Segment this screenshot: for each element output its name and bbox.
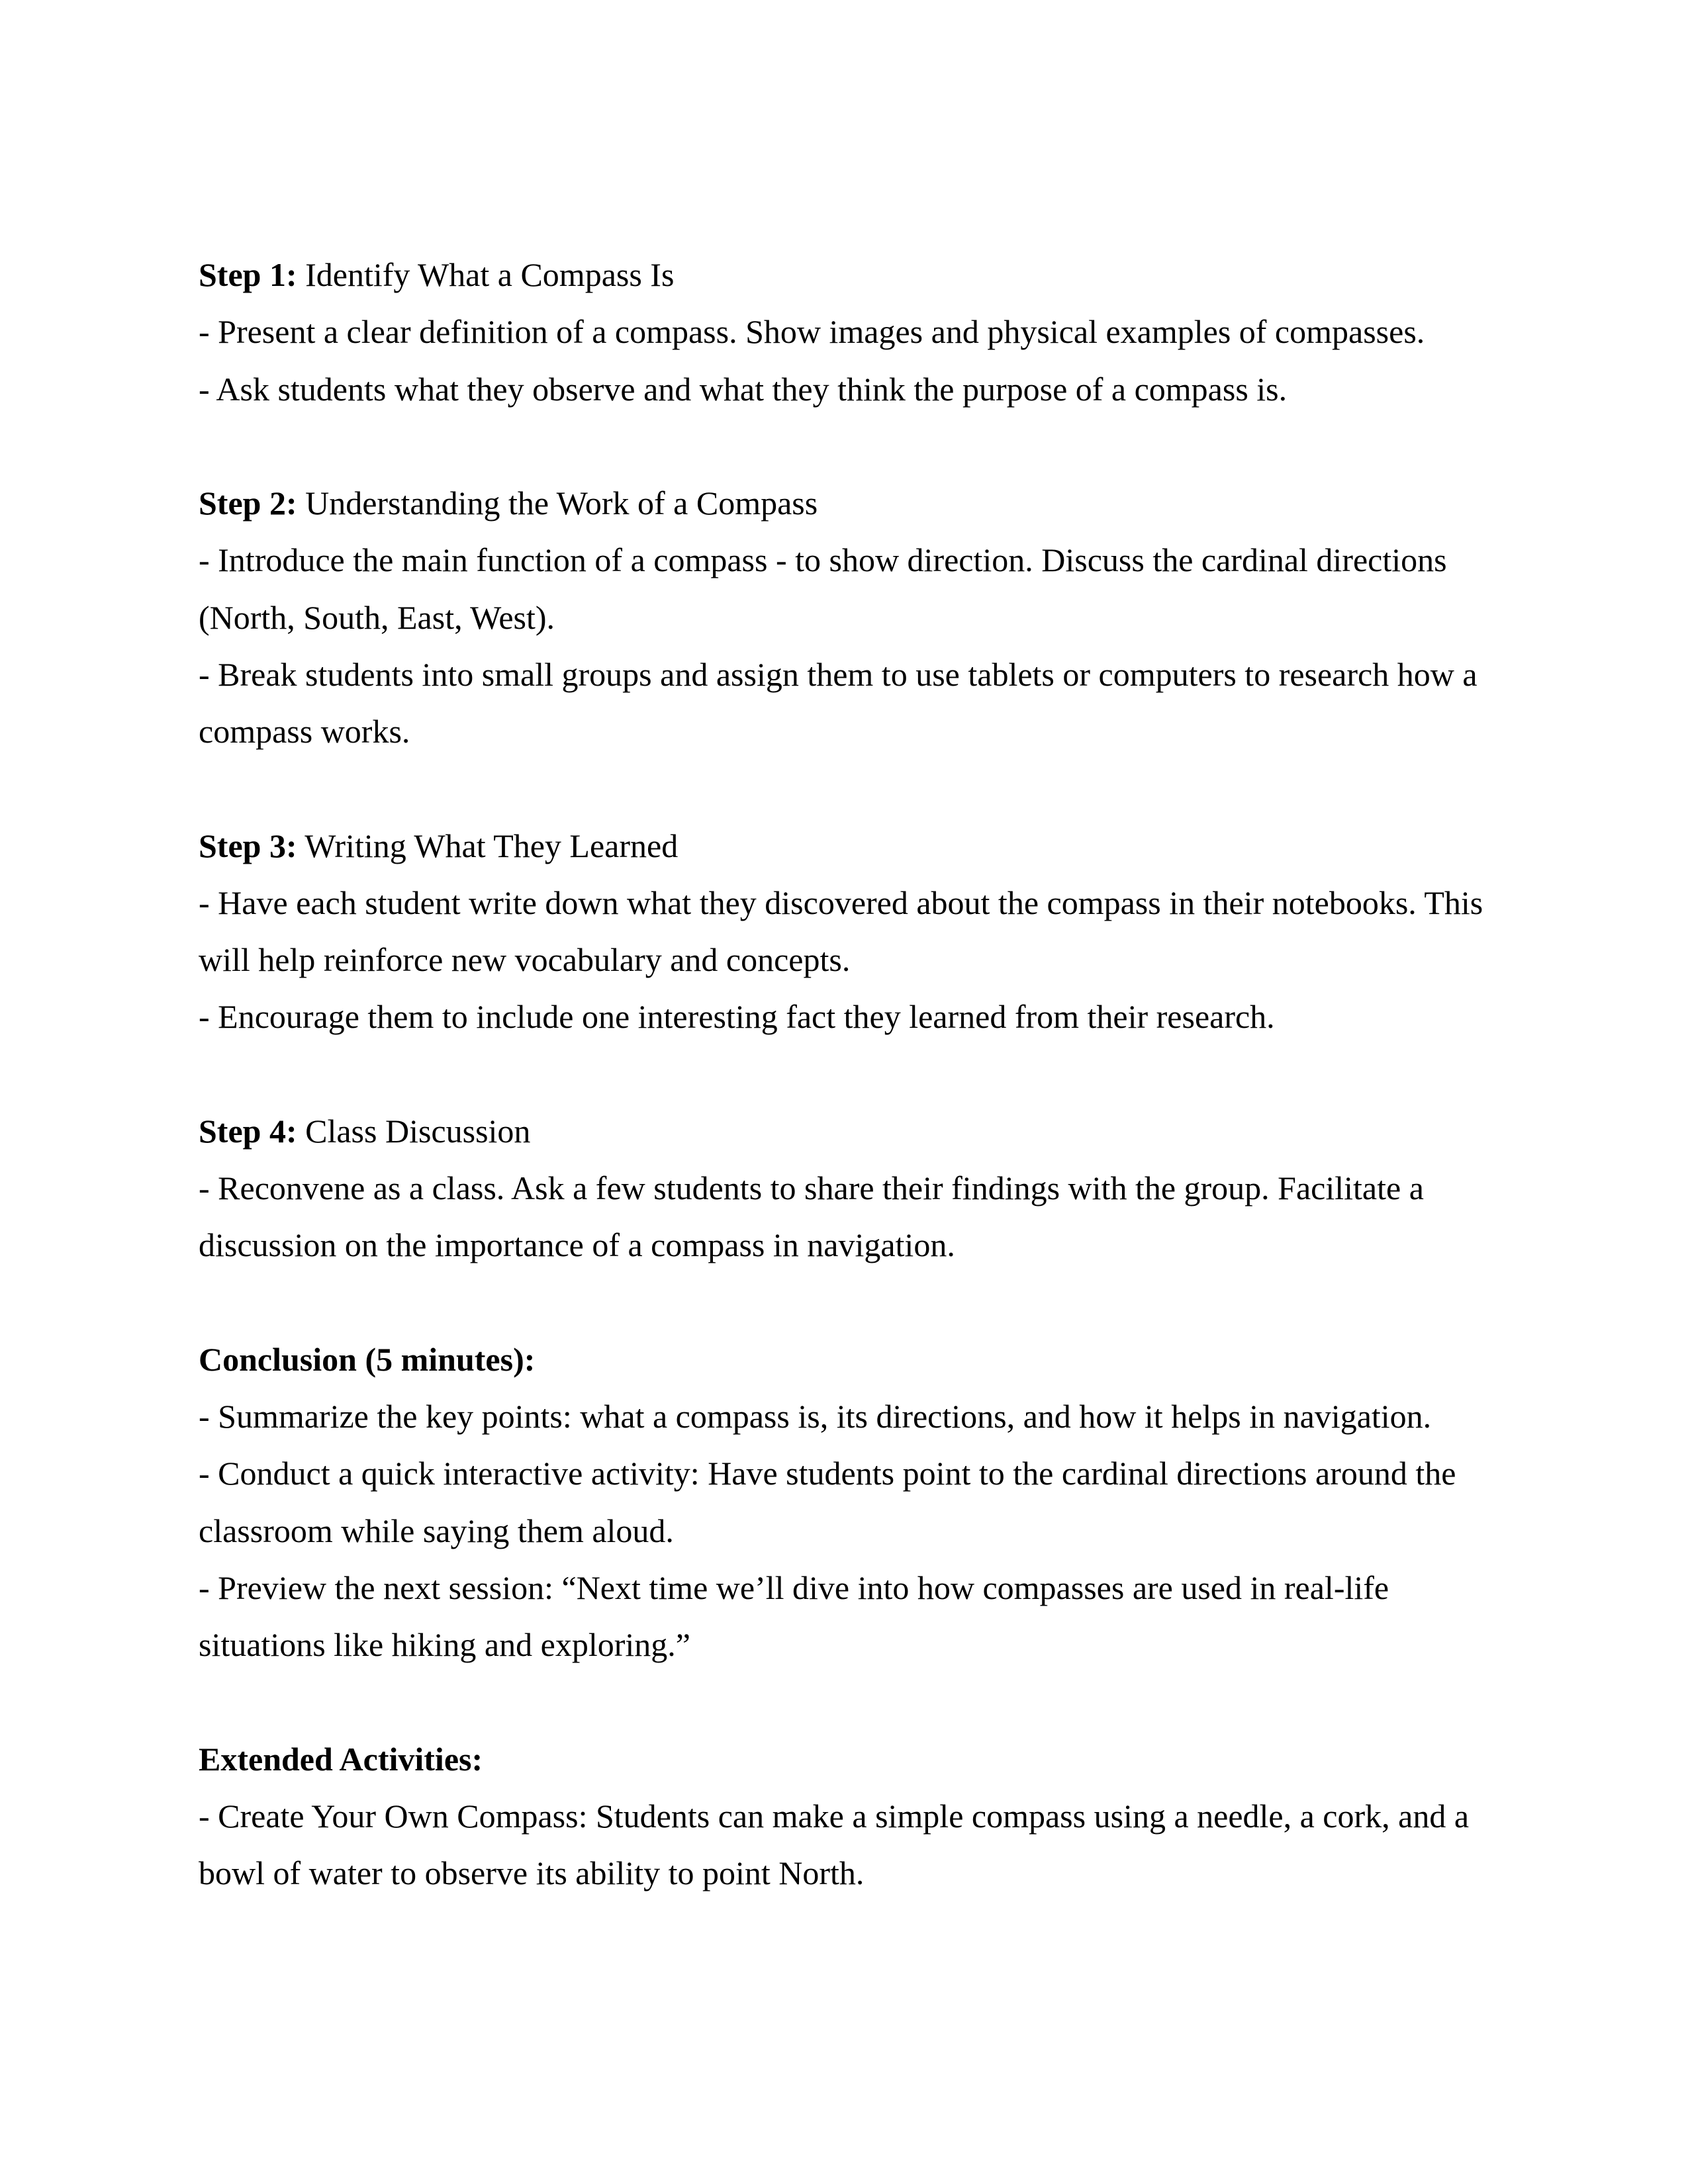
section-step-4 [199, 1103, 1489, 1274]
text-line: - Preview the next session: “Next time we’ll dive into how compasses are used in real-life [199, 1569, 1389, 1606]
section-heading [199, 817, 1489, 874]
section-heading [199, 246, 1489, 303]
section-extended-activities [199, 1731, 1489, 1902]
text-line: (North, South, East, West). [199, 598, 555, 636]
text-line: - Ask students what they observe and what they think the purpose of a compass is. [199, 370, 1288, 408]
section-conclusion [199, 1331, 1489, 1674]
heading-label: Conclusion (5 minutes): [199, 1340, 536, 1378]
heading-label: Step 3: [199, 827, 297, 864]
text-line: - Reconvene as a class. Ask a few students to share their findings with the group. Facilitate a [199, 1169, 1424, 1206]
heading-title: Understanding the Work of a Compass [297, 484, 818, 522]
text-line: - Summarize the key points: what a compass is, its directions, and how it helps in navigation. [199, 1398, 1432, 1435]
text-line: discussion on the importance of a compass in navigation. [199, 1226, 955, 1264]
section-heading [199, 475, 1489, 531]
heading-label: Step 1: [199, 256, 297, 293]
text-line: - Introduce the main function of a compass - to show direction. Discuss the cardinal directions [199, 541, 1447, 579]
heading-title: Class Discussion [297, 1112, 531, 1150]
section-heading [199, 1103, 1489, 1160]
document-page [199, 246, 1489, 1901]
heading-title: Identify What a Compass Is [297, 256, 675, 293]
text-line: - Break students into small groups and assign them to use tablets or computers to research how a [199, 655, 1477, 693]
text-line: - Have each student write down what they discovered about the compass in their notebooks. This [199, 884, 1483, 921]
blank-line [199, 1046, 1489, 1103]
heading-label: Step 4: [199, 1112, 297, 1150]
text-line: classroom while saying them aloud. [199, 1512, 674, 1549]
heading-label: Step 2: [199, 484, 297, 522]
blank-line [199, 418, 1489, 475]
section-step-1 [199, 246, 1489, 418]
text-line: - Create Your Own Compass: Students can make a simple compass using a needle, a cork, and a [199, 1797, 1470, 1835]
text-line: compass works. [199, 713, 410, 750]
section-heading [199, 1731, 1489, 1788]
text-line: situations like hiking and exploring.” [199, 1626, 690, 1663]
text-line: - Encourage them to include one interesting fact they learned from their research. [199, 998, 1275, 1036]
text-line: will help reinforce new vocabulary and concepts. [199, 941, 851, 978]
section-step-2 [199, 475, 1489, 760]
blank-line [199, 1274, 1489, 1331]
text-line: - Present a clear definition of a compass. Show images and physical examples of compasses. [199, 313, 1425, 351]
heading-title: Writing What They Learned [297, 827, 679, 864]
section-heading [199, 1331, 1489, 1388]
heading-label: Extended Activities: [199, 1740, 483, 1778]
text-line: bowl of water to observe its ability to point North. [199, 1854, 865, 1891]
blank-line [199, 1673, 1489, 1730]
text-line: - Conduct a quick interactive activity: Have students point to the cardinal directions around the [199, 1455, 1456, 1492]
blank-line [199, 760, 1489, 817]
section-step-3 [199, 817, 1489, 1046]
